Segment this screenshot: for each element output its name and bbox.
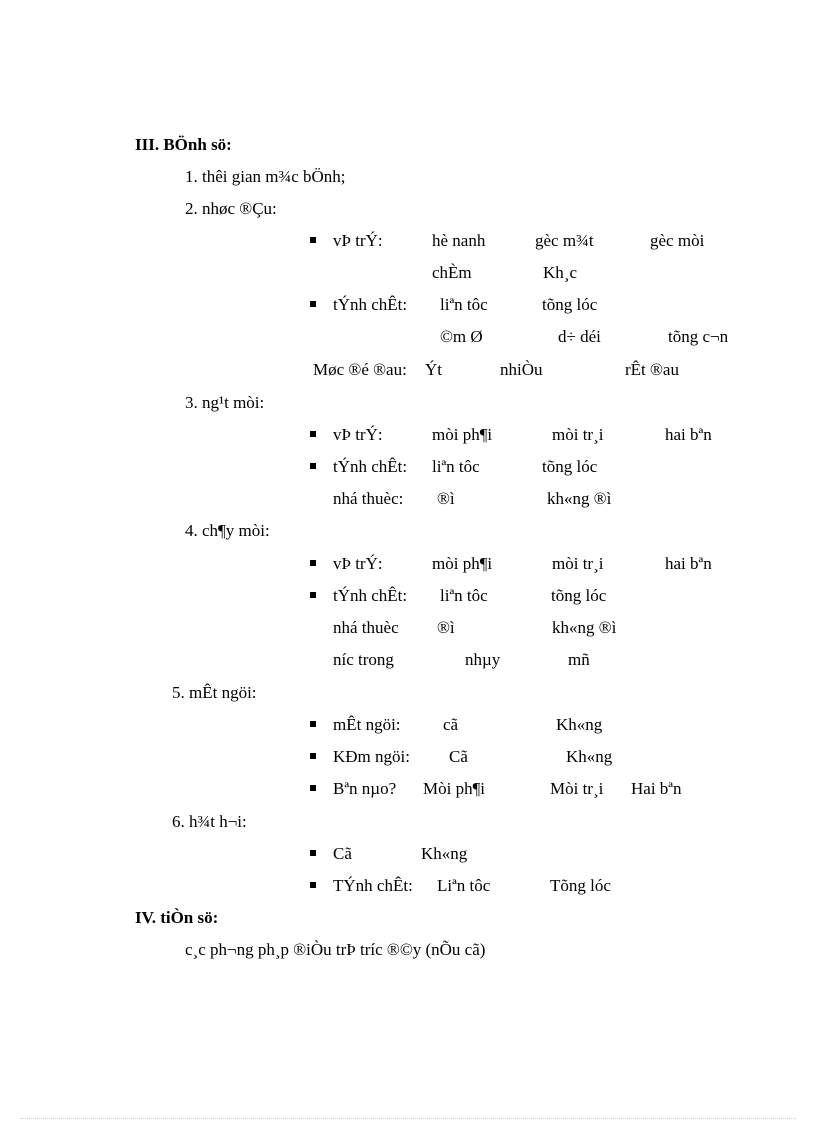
- bullet-icon: [310, 431, 316, 437]
- item-2-location-opt-2: gèc m¾t: [535, 231, 594, 250]
- item-3-label: 3. ng¹t mòi:: [185, 393, 265, 412]
- item-4-drops-opt-1: ®ì: [437, 618, 455, 637]
- item-4-location-opt-1: mòi ph¶i: [432, 554, 493, 573]
- item-5-weak-opt-1: Cã: [449, 747, 468, 766]
- item-2-severity-opt-2: nhiÒu: [500, 360, 543, 379]
- bullet-icon: [310, 592, 316, 598]
- item-2-location-opt-4: chÈm: [432, 263, 472, 282]
- item-4-discharge-opt-2: mñ: [568, 650, 590, 669]
- bullet-icon: [310, 882, 316, 888]
- item-4-location-opt-2: mòi tr¸i: [552, 554, 604, 573]
- item-3-nature-opt-1: liªn tôc: [432, 457, 480, 476]
- item-4-nature-opt-2: tõng lóc: [551, 586, 607, 605]
- item-6-opt-1: Cã: [333, 844, 352, 863]
- item-4-nature-opt-1: liªn tôc: [440, 586, 488, 605]
- item-3-nature-opt-2: tõng lóc: [542, 457, 598, 476]
- section-4-line: c¸c ph¬ng ph¸p ®iÒu trÞ tríc ®©y (nÕu cã): [185, 940, 486, 959]
- item-3-drops-opt-1: ®ì: [437, 489, 455, 508]
- item-4-drops-label: nhá thuèc: [333, 618, 399, 637]
- item-2-nature-opt-3: ©m Ø: [440, 327, 483, 346]
- item-2-label: 2. nhøc ®Çu:: [185, 199, 277, 218]
- item-5-weak-opt-2: Kh«ng: [566, 747, 613, 766]
- item-5-loss-label: mÊt ngöi:: [333, 715, 401, 734]
- bullet-icon: [310, 753, 316, 759]
- item-3-location-label: vÞ trÝ:: [333, 425, 383, 444]
- item-2-nature-opt-1: liªn tôc: [440, 295, 488, 314]
- item-6-nature-label: TÝnh chÊt:: [333, 876, 413, 895]
- item-3-drops-opt-2: kh«ng ®ì: [547, 489, 612, 508]
- bullet-icon: [310, 560, 316, 566]
- item-5-side-opt-2: Mòi tr¸i: [550, 779, 604, 798]
- item-5-label: 5. mÊt ngöi:: [172, 683, 257, 702]
- item-4-nature-label: tÝnh chÊt:: [333, 586, 408, 605]
- item-2-severity-label: Møc ®é ®au:: [313, 360, 407, 379]
- item-4-discharge-opt-1: nhµy: [465, 650, 501, 669]
- bullet-icon: [310, 301, 316, 307]
- item-6-opt-2: Kh«ng: [421, 844, 468, 863]
- item-3-nature-label: tÝnh chÊt:: [333, 457, 408, 476]
- item-5-loss-opt-1: cã: [443, 715, 459, 734]
- item-3-location-opt-2: mòi tr¸i: [552, 425, 604, 444]
- item-2-location-opt-3: gèc mòi: [650, 231, 705, 250]
- page-bottom-divider: [20, 1118, 796, 1119]
- section-4-heading: IV. tiÒn sö:: [135, 908, 219, 927]
- item-5-loss-opt-2: Kh«ng: [556, 715, 603, 734]
- item-2-location-label: vÞ trÝ:: [333, 231, 383, 250]
- item-6-nature-opt-1: Liªn tôc: [437, 876, 491, 895]
- item-2-location-opt-5: Kh¸c: [543, 263, 577, 282]
- item-4-drops-opt-2: kh«ng ®ì: [552, 618, 617, 637]
- item-4-location-opt-3: hai bªn: [665, 554, 712, 573]
- item-3-location-opt-3: hai bªn: [665, 425, 712, 444]
- item-3-drops-label: nhá thuèc:: [333, 489, 404, 508]
- item-2-nature-opt-2: tõng lóc: [542, 295, 598, 314]
- item-2-severity-opt-3: rÊt ®au: [625, 360, 679, 379]
- item-4-location-label: vÞ trÝ:: [333, 554, 383, 573]
- bullet-icon: [310, 463, 316, 469]
- item-5-side-opt-3: Hai bªn: [631, 779, 682, 798]
- item-2-location-opt-1: hè nanh: [432, 231, 486, 250]
- section-3-heading: III. BÖnh sö:: [135, 135, 232, 154]
- bullet-icon: [310, 785, 316, 791]
- bullet-icon: [310, 721, 316, 727]
- item-2-nature-label: tÝnh chÊt:: [333, 295, 408, 314]
- item-2-nature-opt-4: d÷ déi: [558, 327, 601, 346]
- item-3-location-opt-1: mòi ph¶i: [432, 425, 493, 444]
- bullet-icon: [310, 237, 316, 243]
- item-4-discharge-label: níc trong: [333, 650, 394, 669]
- item-2-severity-opt-1: Ýt: [425, 360, 442, 379]
- bullet-icon: [310, 850, 316, 856]
- item-5-weak-label: KÐm ngöi:: [333, 747, 410, 766]
- item-2-nature-opt-5: tõng c¬n: [668, 327, 729, 346]
- item-4-label: 4. ch¶y mòi:: [185, 521, 270, 540]
- item-5-side-opt-1: Mòi ph¶i: [423, 779, 486, 798]
- item-6-label: 6. h¾t h¬i:: [172, 812, 247, 831]
- item-5-side-label: Bªn nµo?: [333, 779, 397, 798]
- item-1-label: 1. thêi gian m¾c bÖnh;: [185, 167, 346, 186]
- item-6-nature-opt-2: Tõng lóc: [550, 876, 611, 895]
